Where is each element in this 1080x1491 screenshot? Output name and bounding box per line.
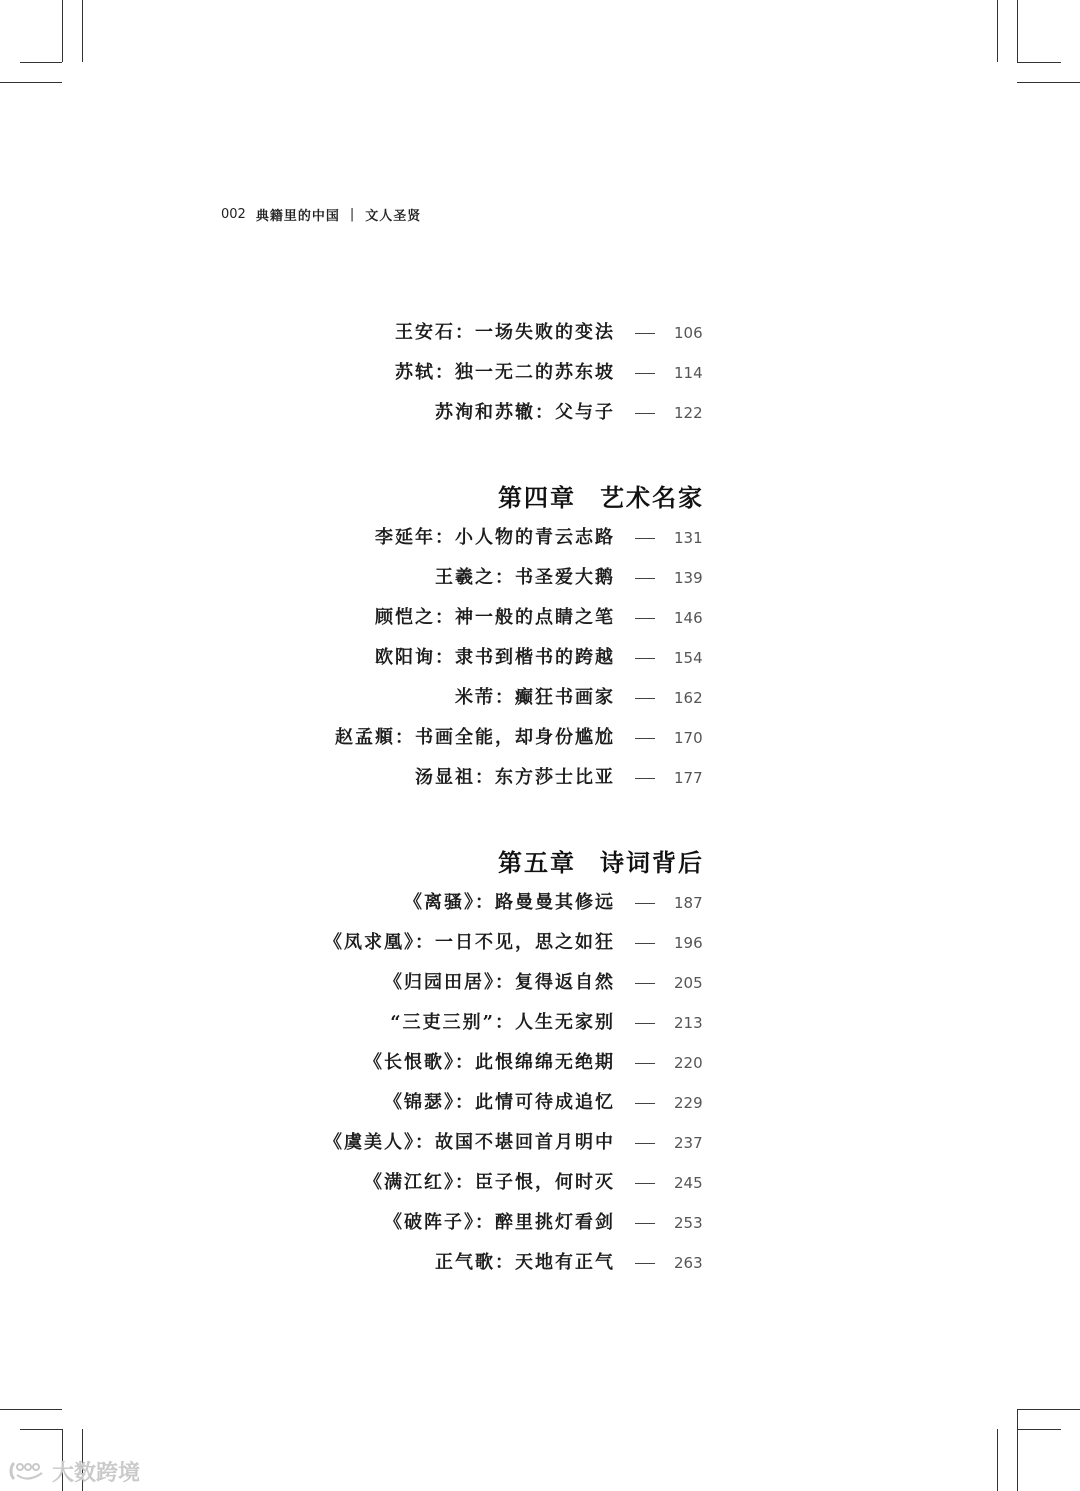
chapter-heading (498, 480, 704, 516)
leader-dash (635, 658, 655, 659)
toc-entry-page: 139 (674, 569, 703, 587)
leader-dash (635, 578, 655, 579)
toc-entry-title: 米芾：癫狂书画家 (455, 687, 615, 708)
crop-mark (82, 0, 83, 62)
leader-dash (635, 1063, 655, 1064)
toc-entry-page: 122 (674, 404, 703, 422)
crop-mark (62, 0, 63, 62)
toc-entry-title: 顾恺之：神一般的点睛之笔 (375, 607, 615, 628)
toc-entry-page: 162 (674, 689, 703, 707)
leader-dash (635, 333, 655, 334)
leader-dash (635, 698, 655, 699)
chapter-title: 艺术名家 (600, 483, 704, 512)
toc-entry-page: 177 (674, 769, 703, 787)
toc-entry-page: 131 (674, 529, 703, 547)
chapter-number: 第四章 (498, 483, 576, 512)
leader-dash (635, 1263, 655, 1264)
chapter-heading (498, 845, 704, 881)
leader-dash (635, 943, 655, 944)
toc-entry-title: 苏轼：独一无二的苏东坡 (395, 362, 615, 383)
toc-entry-title: 苏洵和苏辙：父与子 (435, 402, 615, 423)
toc-entry-page: 253 (674, 1214, 703, 1232)
crop-mark (1017, 1409, 1080, 1410)
toc-entry-page: 170 (674, 729, 703, 747)
toc-entry-page: 114 (674, 364, 703, 382)
toc-entry-page: 154 (674, 649, 703, 667)
crop-mark (20, 1429, 62, 1430)
crop-mark (1017, 1409, 1018, 1491)
toc-entry-title: 《虞美人》：故国不堪回首月明中 (324, 1132, 615, 1153)
watermark-text: 大数跨境 (52, 1460, 141, 1486)
toc-entry-page: 106 (674, 324, 703, 342)
toc-entry-title: 李延年：小人物的青云志路 (375, 527, 615, 548)
crop-mark (1017, 0, 1018, 62)
toc-entry-title: 《锦瑟》：此情可待成追忆 (384, 1092, 615, 1113)
leader-dash (635, 1143, 655, 1144)
watermark (8, 1456, 140, 1486)
chapter-number: 第五章 (498, 848, 576, 877)
crop-mark (0, 1409, 62, 1410)
toc-entry-page: 213 (674, 1014, 703, 1032)
toc-entry-page: 229 (674, 1094, 703, 1112)
leader-dash (635, 538, 655, 539)
toc-entry-page: 196 (674, 934, 703, 952)
leader-dash (635, 1023, 655, 1024)
toc-entry-page: 187 (674, 894, 703, 912)
crop-mark (1017, 62, 1061, 63)
toc-entry-title: 王安石：一场失败的变法 (395, 322, 615, 343)
toc-entry-title: 汤显祖：东方莎士比亚 (415, 767, 615, 788)
book-title: 典籍里的中国 (255, 209, 340, 224)
leader-dash (635, 618, 655, 619)
toc-entry-page: 237 (674, 1134, 703, 1152)
toc-entry-page: 263 (674, 1254, 703, 1272)
toc-entry-title: 王羲之：书圣爱大鹅 (435, 567, 615, 588)
crop-mark (1017, 1429, 1061, 1430)
toc-entry-page: 146 (674, 609, 703, 627)
toc-entry-title: 《长恨歌》：此恨绵绵无绝期 (364, 1052, 615, 1073)
toc-entry-page: 205 (674, 974, 703, 992)
header-separator: | (349, 207, 356, 222)
running-header (221, 205, 421, 224)
leader-dash (635, 413, 655, 414)
toc-entry-title: “三吏三别”：人生无家别 (390, 1012, 615, 1033)
toc-entry-title: 赵孟頫：书画全能，却身份尴尬 (335, 727, 615, 748)
watermark-logo-icon (8, 1459, 48, 1483)
leader-dash (635, 778, 655, 779)
crop-mark (20, 62, 62, 63)
toc-entry-page: 245 (674, 1174, 703, 1192)
crop-mark (1017, 82, 1080, 83)
toc-entry-title: 《归园田居》：复得返自然 (384, 972, 615, 993)
crop-mark (997, 0, 998, 62)
leader-dash (635, 1183, 655, 1184)
leader-dash (635, 903, 655, 904)
crop-mark (997, 1429, 998, 1491)
toc-entry-title: 《离骚》：路曼曼其修远 (404, 892, 615, 913)
leader-dash (635, 1103, 655, 1104)
toc-entry-page: 220 (674, 1054, 703, 1072)
toc-entry-title: 《破阵子》：醉里挑灯看剑 (384, 1212, 615, 1233)
leader-dash (635, 1223, 655, 1224)
chapter-title: 诗词背后 (600, 848, 704, 877)
toc-entry-title: 欧阳询：隶书到楷书的跨越 (375, 647, 615, 668)
leader-dash (635, 738, 655, 739)
toc-entry-title: 《凤求凰》：一日不见，思之如狂 (324, 932, 615, 953)
section-title: 文人圣贤 (365, 209, 422, 224)
page-number: 002 (221, 207, 246, 222)
toc-entry-title: 正气歌：天地有正气 (435, 1252, 615, 1273)
leader-dash (635, 373, 655, 374)
toc-entry-title: 《满江红》：臣子恨，何时灭 (364, 1172, 615, 1193)
crop-mark (0, 82, 62, 83)
leader-dash (635, 983, 655, 984)
